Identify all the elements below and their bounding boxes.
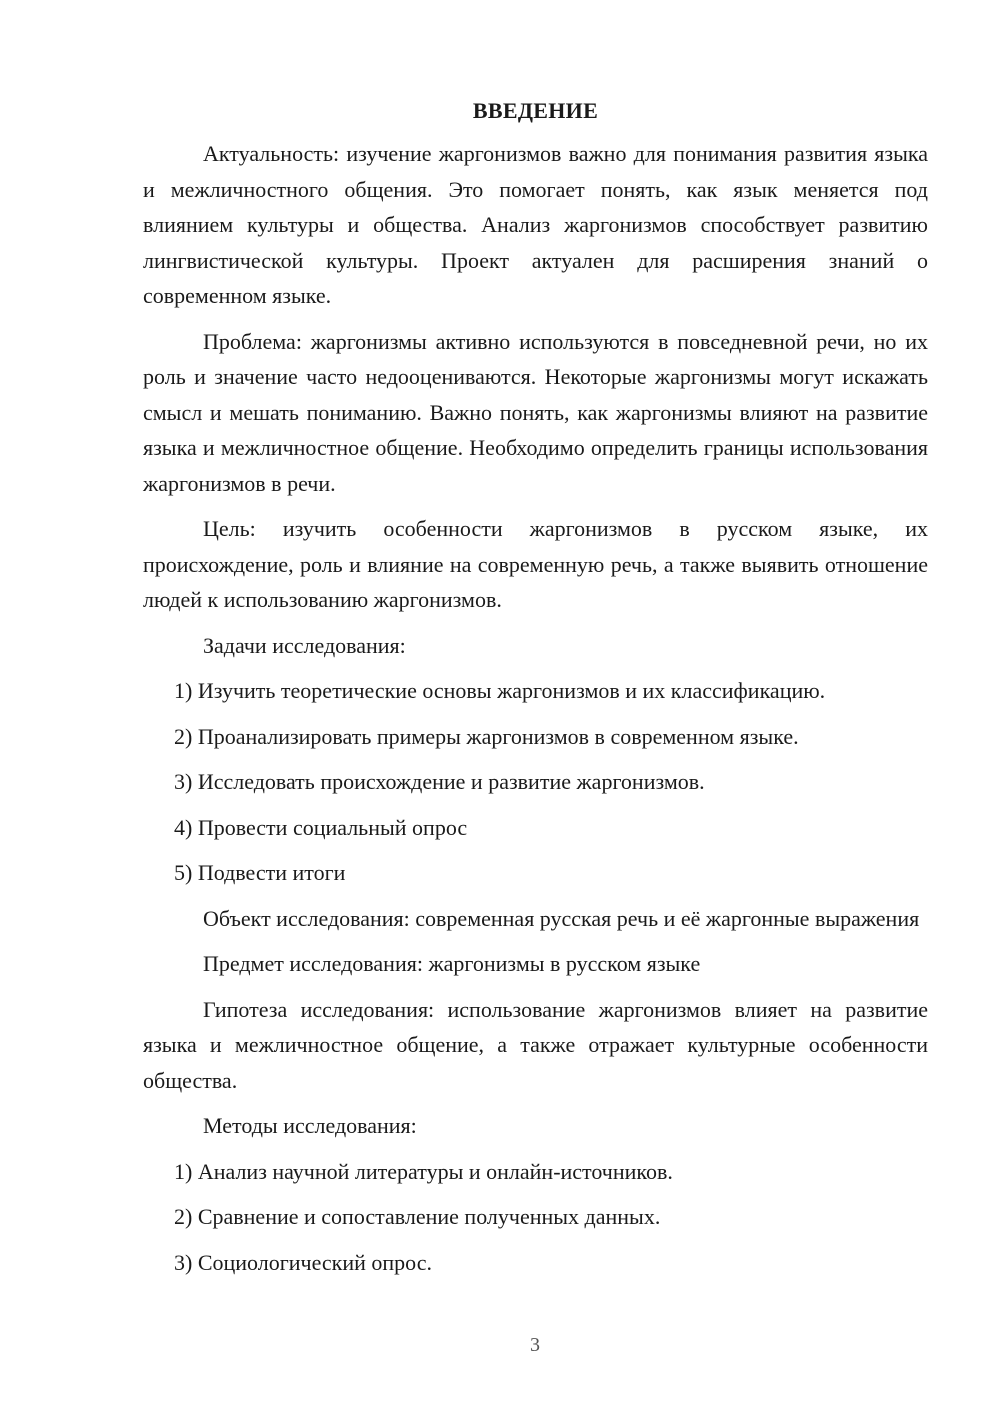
task-item-2: 2) Проанализировать примеры жаргонизмов в современном языке.	[174, 723, 799, 749]
method-item-2: 2) Сравнение и сопоставление полученных данных.	[174, 1204, 661, 1229]
hypothesis-paragraph: Гипотеза исследования: использование жаргонизмов влияет на развитие языка и межличностное общение, а также отражает культурные особенности общества.	[143, 996, 928, 1093]
page-number: 3	[530, 1334, 540, 1356]
tasks-heading: Задачи исследования:	[203, 632, 406, 658]
task-item-5: 5) Подвести итоги	[174, 860, 346, 885]
subject-paragraph: Предмет исследования: жаргонизмы в русском языке	[203, 951, 701, 976]
object-paragraph: Объект исследования: современная русская речь и её жаргонные выражения	[203, 905, 920, 931]
task-item-4: 4) Провести социальный опрос	[174, 814, 468, 840]
method-item-3: 3) Социологический опрос.	[174, 1249, 432, 1275]
task-item-3: 3) Исследовать происхождение и развитие жаргонизмов.	[174, 769, 705, 794]
document-page	[143, 96, 928, 1290]
problem-paragraph: Проблема: жаргонизмы активно используются в повседневной речи, но их роль и значение часто недооцениваются. Некоторые жаргонизмы могут искажать смысл и мешать пониманию. Важно понять, как жаргонизмы влияют на развитие языка и межличностное общение. Необходимо определить границы использования жаргонизмов в речи.	[143, 328, 928, 496]
relevance-paragraph: Актуальность: изучение жаргонизмов важно для понимания развития языка и межличностного общения. Это помогает понять, как язык меняется под влиянием культуры и общества. Анализ жаргонизмов способствует развитию лингвистической культуры. Проект актуален для расширения знаний о современном языке.	[143, 141, 928, 308]
methods-heading: Методы исследования:	[203, 1113, 417, 1138]
task-item-1: 1) Изучить теоретические основы жаргонизмов и их классификацию.	[174, 678, 826, 703]
goal-paragraph: Цель: изучить особенности жаргонизмов в русском языке, их происхождение, роль и влияние на современную речь, а также выявить отношение людей к использованию жаргонизмов.	[143, 516, 928, 612]
page-title: ВВЕДЕНИЕ	[472, 98, 599, 123]
method-item-1: 1) Анализ научной литературы и онлайн-источников.	[174, 1158, 673, 1184]
